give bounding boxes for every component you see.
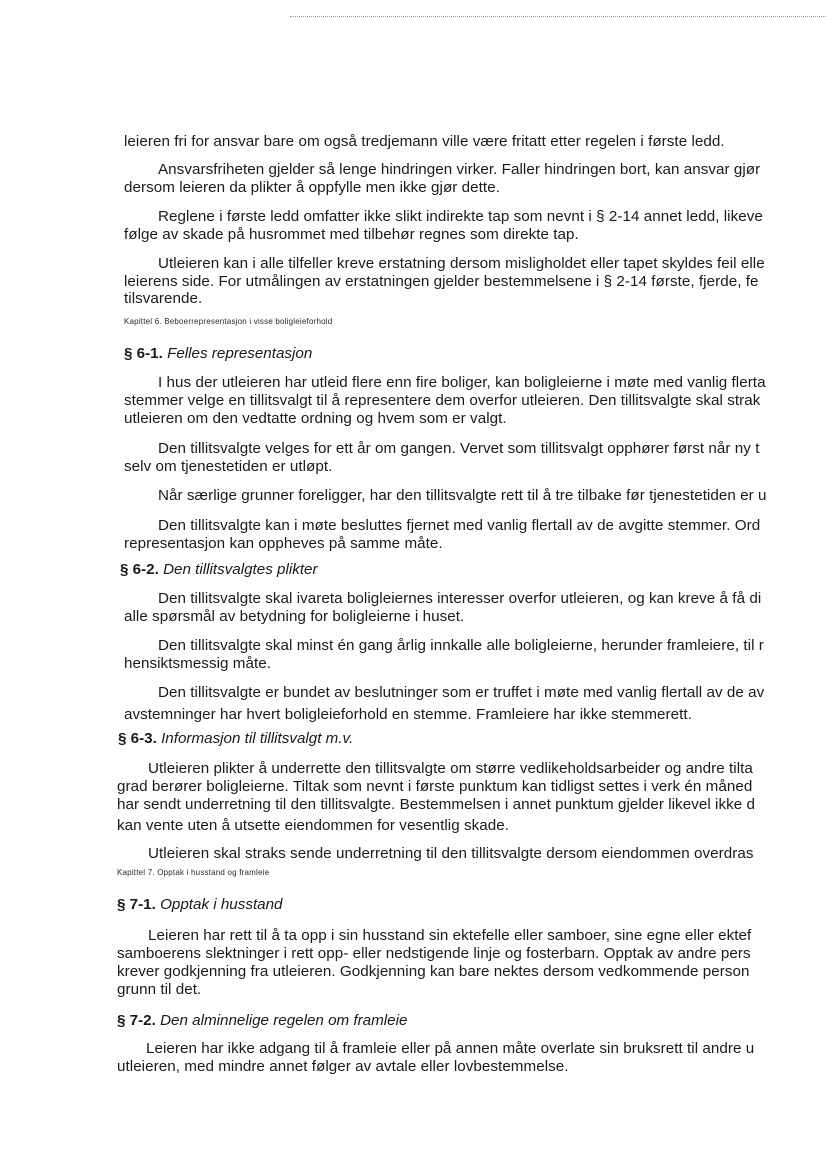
section-title: Opptak i husstand [160,896,283,913]
section-heading [117,1012,407,1030]
text-line: Leieren har rett til å ta opp i sin husstand sin ektefelle eller samboer, sine egne eller ektef [148,927,752,944]
text-line: utleieren om den vedtatte ordning og hvem som er valgt. [124,410,507,427]
text-line: Reglene i første ledd omfatter ikke slikt indirekte tap som nevnt i § 2-14 annet ledd, likeve [158,208,763,225]
text-line: Den tillitsvalgte kan i møte besluttes fjernet med vanlig flertall av de avgitte stemmer. Ord [158,517,761,534]
section-number: § 6-2. [120,561,159,578]
chapter-caption: Kapittel 7. Opptak i husstand og framleie [117,868,270,877]
text-line: Utleieren plikter å underrette den tillitsvalgte om større vedlikeholdsarbeider og andre tilta [148,760,753,777]
section-number: § 7-2. [117,1012,156,1029]
text-line: leierens side. For utmålingen av erstatningen gjelder bestemmelsene i § 2-14 første, fjerde, fe [124,273,759,290]
text-line: Når særlige grunner foreligger, har den tillitsvalgte rett til å tre tilbake før tjenestetiden er u [158,487,767,504]
text-line: Utleieren kan i alle tilfeller kreve erstatning dersom misligholdet eller tapet skyldes feil elle [158,255,765,272]
chapter-caption: Kapittel 6. Beboerrepresentasjon i visse boligleieforhold [124,317,333,326]
text-line: avstemninger har hvert boligleieforhold en stemme. Framleiere har ikke stemmerett. [124,706,692,723]
section-title: Den alminnelige regelen om framleie [160,1012,408,1029]
text-line: Utleieren skal straks sende underretning til den tillitsvalgte dersom eiendommen overdras [148,845,754,862]
text-line: selv om tjenestetiden er utløpt. [124,458,333,475]
text-line: Den tillitsvalgte skal minst én gang årlig innkalle alle boligleierne, herunder framleiere, til r [158,637,764,654]
text-line: hensiktsmessig måte. [124,655,272,672]
text-line: I hus der utleieren har utleid flere enn fire boliger, kan boligleierne i møte med vanlig flerta [158,374,766,391]
text-line: følge av skade på husrommet med tilbehør regnes som direkte tap. [124,226,579,243]
text-line: alle spørsmål av betydning for boligleierne i huset. [124,608,465,625]
text-line: kan vente uten å utsette eiendommen for vesentlig skade. [117,817,510,834]
text-line: grad berører boligleierne. Tiltak som nevnt i første punktum kan tidligst settes i verk én måned [117,778,753,795]
text-line: stemmer velge en tillitsvalgt til å representere dem overfor utleieren. Den tillitsvalgte skal strak [124,392,761,409]
section-number: § 6-1. [124,345,163,362]
text-line: Ansvarsfriheten gjelder så lenge hindringen virker. Faller hindringen bort, kan ansvar gjør [158,161,761,178]
text-line: utleieren, med mindre annet følger av avtale eller lovbestemmelse. [117,1058,569,1075]
section-heading [124,345,312,363]
text-line: Den tillitsvalgte velges for ett år om gangen. Vervet som tillitsvalgt opphører først når ny t [158,440,760,457]
section-heading [120,561,318,579]
text-line: Leieren har ikke adgang til å framleie eller på annen måte overlate sin bruksrett til andre u [146,1040,755,1057]
section-number: § 7-1. [117,896,156,913]
section-number: § 6-3. [118,730,157,747]
section-title: Den tillitsvalgtes plikter [163,561,318,578]
section-title: Informasjon til tillitsvalgt m.v. [161,730,354,747]
section-heading [117,896,283,914]
text-line: leieren fri for ansvar bare om også tredjemann ville være fritatt etter regelen i første ledd. [124,133,725,150]
text-line: tilsvarende. [124,290,203,307]
text-line: har sendt underretning til den tillitsvalgte. Bestemmelsen i annet punktum gjelder likevel ikke d [117,796,755,813]
text-line: dersom leieren da plikter å oppfylle men ikke gjør dette. [124,179,500,196]
text-line: Den tillitsvalgte skal ivareta boligleiernes interesser overfor utleieren, og kan kreve å få di [158,590,762,607]
text-line: grunn til det. [117,981,202,998]
section-heading [118,730,353,748]
section-title: Felles representasjon [167,345,313,362]
text-line: krever godkjenning fra utleieren. Godkjenning kan bare nektes dersom vedkommende person [117,963,750,980]
text-line: samboerens slektninger i rett opp- eller nedstigende linje og fosterbarn. Opptak av andre pers [117,945,751,962]
text-line: representasjon kan oppheves på samme måte. [124,535,443,552]
text-line: Den tillitsvalgte er bundet av beslutninger som er truffet i møte med vanlig flertall av de av [158,684,765,701]
